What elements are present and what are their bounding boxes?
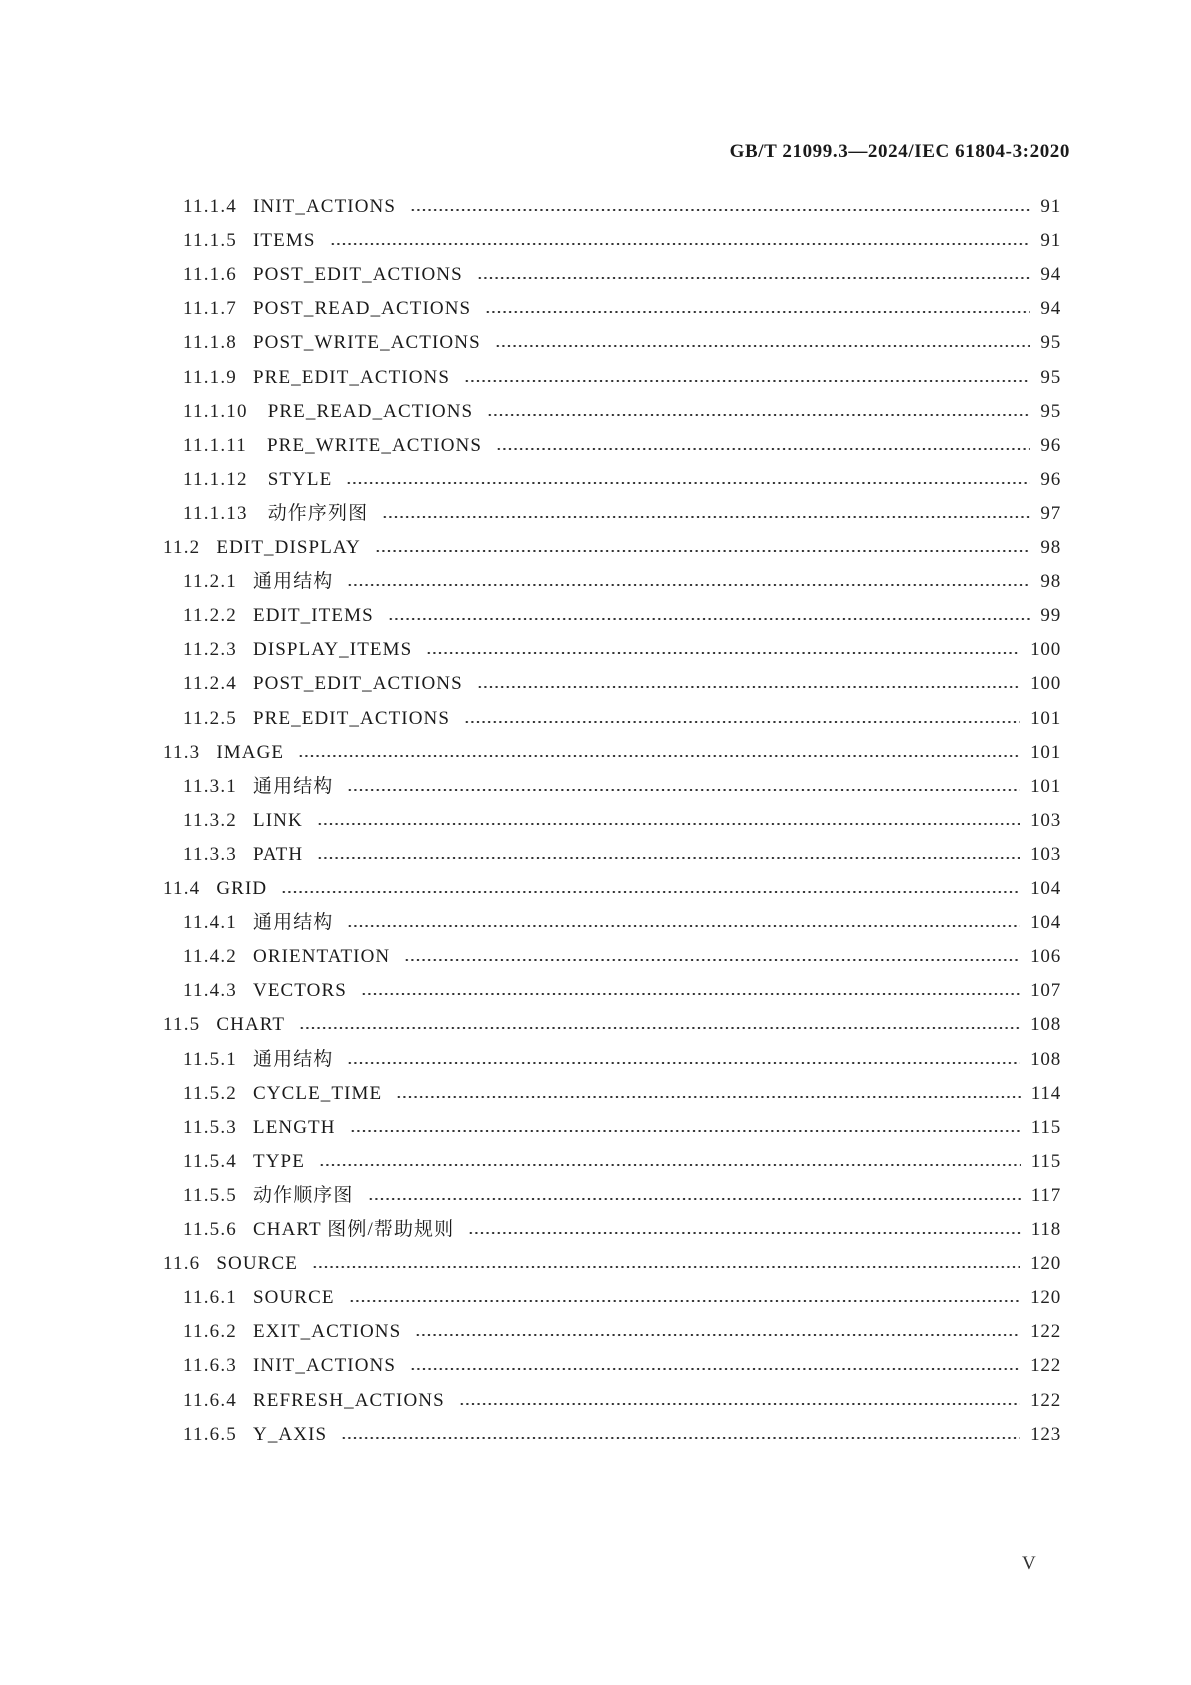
toc-entry[interactable] [163,1250,1061,1278]
toc-entry[interactable] [163,875,1061,903]
toc-page-number: 98 [1040,571,1061,593]
toc-dot-leader [426,652,1020,654]
toc-page-number: 107 [1030,980,1061,1002]
toc-entry-heading [183,943,390,971]
toc-page-number: 115 [1030,1116,1061,1138]
toc-page-number: 97 [1040,502,1061,524]
toc-page-number: 123 [1030,1423,1061,1445]
toc-section-number: 11.3.1 [183,775,237,797]
toc-section-number: 11.6.3 [183,1355,237,1377]
toc-entry-heading [183,670,463,698]
toc-section-number: 11.6.2 [183,1321,237,1343]
toc-page-number: 101 [1030,741,1061,763]
toc-entry-heading [183,1148,305,1176]
toc-entry[interactable] [183,364,1061,392]
toc-section-title: PRE_EDIT_ACTIONS [253,366,451,388]
toc-section-number: 11.6.4 [183,1389,237,1411]
toc-dot-leader [468,1232,1021,1234]
toc-section-number: 11.5.6 [183,1219,237,1240]
toc-entry-heading [163,739,284,767]
toc-section-number: 11.3 [163,741,201,763]
toc-section-title: 动作顺序图 [253,1184,354,1206]
toc-entry-heading [183,1114,336,1142]
toc-page-number: 118 [1030,1219,1061,1240]
toc-entry[interactable] [183,1182,1061,1210]
toc-page-number: 104 [1030,912,1061,934]
toc-dot-leader [317,857,1020,859]
toc-entry-heading [183,909,333,937]
toc-section-title: VECTORS [253,980,347,1002]
toc-page-number: 104 [1030,878,1061,899]
toc-entry-heading [183,1182,354,1210]
toc-section-title: CHART [216,1014,286,1036]
toc-page-number: 122 [1030,1389,1061,1411]
toc-page-number: 101 [1030,707,1061,729]
toc-dot-leader [298,755,1020,757]
toc-entry-heading [183,1046,333,1074]
toc-section-title: REFRESH_ACTIONS [253,1389,445,1411]
toc-page-number: 94 [1040,264,1061,286]
toc-section-number: 11.5.4 [183,1150,237,1172]
toc-section-number: 11.6.5 [183,1423,237,1445]
toc-section-number: 11.4.3 [183,980,237,1002]
toc-dot-leader [347,584,1030,586]
toc-dot-leader [349,1300,1021,1302]
toc-section-title: 通用结构 [253,1048,334,1070]
toc-entry[interactable] [183,943,1061,971]
toc-entry-heading [183,977,347,1005]
toc-entry[interactable] [183,1216,1061,1244]
toc-section-title: LINK [253,809,303,831]
toc-dot-leader [330,243,1031,245]
toc-entry-heading [183,364,450,392]
toc-dot-leader [464,380,1030,382]
toc-entry-heading [163,1250,298,1278]
toc-entry[interactable] [183,466,1061,494]
toc-entry[interactable] [183,1148,1061,1176]
toc-section-title: INIT_ACTIONS [253,1355,397,1377]
toc-entry-heading [183,1318,401,1346]
toc-section-number: 11.1.12 [183,468,248,490]
toc-entry[interactable] [183,432,1061,460]
toc-entry-heading [183,705,450,733]
toc-page-number: 100 [1030,639,1061,661]
toc-entry[interactable] [163,739,1061,767]
toc-dot-leader [496,448,1030,450]
toc-dot-leader [317,823,1020,825]
toc-section-number: 11.2.2 [183,605,237,627]
toc-page-number: 122 [1030,1355,1061,1377]
toc-entry-heading [163,1011,285,1039]
toc-section-title: POST_EDIT_ACTIONS [253,264,463,286]
toc-section-title: Y_AXIS [253,1423,328,1445]
toc-entry[interactable] [183,670,1061,698]
toc-dot-leader [477,686,1020,688]
toc-page-number: 91 [1040,230,1061,252]
toc-entry[interactable] [163,534,1061,562]
toc-entry[interactable] [183,1318,1061,1346]
toc-section-number: 11.2 [163,537,201,558]
toc-entry[interactable] [183,909,1061,937]
toc-entry-heading [183,398,473,426]
toc-section-title: SOURCE [253,1287,335,1309]
page-number: V [1022,1553,1037,1574]
toc-dot-leader [281,891,1020,893]
toc-section-number: 11.5.3 [183,1116,237,1138]
toc-section-number: 11.2.5 [183,707,237,729]
toc-dot-leader [299,1027,1020,1029]
toc-entry-heading [183,261,463,289]
toc-entry[interactable] [183,705,1061,733]
toc-entry-heading [183,193,396,221]
toc-entry[interactable] [183,602,1061,630]
toc-dot-leader [388,618,1031,620]
toc-section-title: IMAGE [216,741,285,763]
toc-page-number: 95 [1040,332,1061,354]
toc-page-number: 103 [1030,809,1061,831]
toc-section-number: 11.1.8 [183,332,237,354]
toc-dot-leader [341,1437,1020,1439]
toc-dot-leader [464,721,1020,723]
toc-entry[interactable] [183,1421,1061,1449]
toc-section-number: 11.4 [163,878,201,899]
toc-section-title: 通用结构 [253,571,334,593]
toc-section-title: 通用结构 [253,912,334,934]
toc-entry-heading [183,1080,382,1108]
toc-page-number: 120 [1030,1287,1061,1309]
toc-entry-heading [183,602,374,630]
toc-entry[interactable] [183,500,1061,528]
toc-page-number: 122 [1030,1321,1061,1343]
toc-section-number: 11.3.3 [183,843,237,865]
toc-entry[interactable] [183,1080,1061,1108]
toc-page-number: 91 [1040,196,1061,217]
toc-entry-heading [183,1421,327,1449]
toc-entry[interactable] [183,329,1061,357]
toc-entry-heading [183,1216,454,1244]
toc-dot-leader [375,550,1031,552]
toc-page-number: 95 [1040,400,1061,422]
toc-section-number: 11.1.10 [183,400,248,422]
toc-entry-heading [183,1352,396,1380]
toc-entry-heading [163,534,361,562]
toc-section-number: 11.4.1 [183,912,237,934]
toc-dot-leader [477,277,1031,279]
toc-page-number: 114 [1030,1082,1061,1104]
toc-page-number: 96 [1040,434,1061,456]
toc-dot-leader [312,1266,1020,1268]
toc-section-number: 11.1.5 [183,230,237,252]
toc-page-number: 103 [1030,843,1061,865]
toc-dot-leader [410,209,1030,211]
toc-section-title: PRE_READ_ACTIONS [267,400,474,422]
toc-section-title: STYLE [267,468,333,490]
toc-section-title: CHART 图例/帮助规则 [253,1219,455,1240]
toc-entry-heading [183,500,368,528]
toc-section-title: TYPE [253,1150,305,1172]
toc-section-number: 11.5 [163,1014,201,1036]
toc-entry[interactable] [183,568,1061,596]
document-code-header: GB/T 21099.3—2024/IEC 61804-3:2020 [729,141,1070,162]
toc-entry[interactable] [183,1387,1061,1415]
toc-section-number: 11.6 [163,1253,201,1275]
toc-page-number: 95 [1040,366,1061,388]
toc-section-title: ORIENTATION [253,946,391,968]
toc-entry-heading [183,466,332,494]
toc-entry[interactable] [163,1011,1061,1039]
toc-section-number: 11.1.9 [183,366,237,388]
toc-page-number: 117 [1030,1184,1061,1206]
toc-section-title: POST_READ_ACTIONS [253,298,472,320]
toc-section-number: 11.1.11 [183,434,247,456]
toc-page-number: 108 [1030,1014,1061,1036]
toc-entry[interactable] [183,636,1061,664]
toc-section-title: PRE_WRITE_ACTIONS [267,434,483,456]
toc-section-number: 11.5.5 [183,1184,237,1206]
toc-entry[interactable] [183,841,1061,869]
toc-section-number: 11.2.3 [183,639,237,661]
toc-section-number: 11.1.6 [183,264,237,286]
toc-entry-heading [183,295,471,323]
toc-entry[interactable] [183,227,1061,255]
toc-section-number: 11.6.1 [183,1287,237,1309]
toc-page-number: 108 [1030,1048,1061,1070]
toc-entry[interactable] [183,807,1061,835]
toc-dot-leader [410,1368,1020,1370]
toc-page-number: 115 [1030,1150,1061,1172]
toc-entry[interactable] [183,295,1061,323]
toc-section-number: 11.1.7 [183,298,237,320]
toc-section-title: 通用结构 [253,775,334,797]
toc-entry[interactable] [183,193,1061,221]
toc-entry[interactable] [183,1352,1061,1380]
toc-dot-leader [347,789,1020,791]
toc-section-title: POST_WRITE_ACTIONS [253,332,481,354]
toc-dot-leader [347,925,1020,927]
toc-page-number: 98 [1040,537,1061,558]
toc-entry[interactable] [183,773,1061,801]
toc-section-number: 11.5.2 [183,1082,237,1104]
toc-section-title: DISPLAY_ITEMS [253,639,413,661]
toc-section-title: POST_EDIT_ACTIONS [253,673,463,695]
toc-page-number: 94 [1040,298,1061,320]
toc-section-title: EDIT_DISPLAY [216,537,361,558]
toc-dot-leader [396,1096,1021,1098]
toc-entry[interactable] [183,1046,1061,1074]
toc-entry-heading [183,841,303,869]
toc-page-number: 99 [1040,605,1061,627]
toc-section-title: ITEMS [253,230,316,252]
toc-section-title: INIT_ACTIONS [253,196,397,217]
toc-dot-leader [346,482,1030,484]
toc-section-title: 动作序列图 [267,502,369,524]
toc-page-number: 120 [1030,1253,1061,1275]
toc-entry-heading [183,636,412,664]
toc-page-number: 106 [1030,946,1061,968]
toc-entry[interactable] [183,1284,1061,1312]
toc-dot-leader [459,1403,1020,1405]
toc-section-title: LENGTH [253,1116,336,1138]
toc-section-title: PATH [253,843,304,865]
toc-entry[interactable] [183,261,1061,289]
toc-section-number: 11.4.2 [183,946,237,968]
toc-entry-heading [183,227,316,255]
toc-section-number: 11.1.4 [183,196,237,217]
toc-section-title: CYCLE_TIME [253,1082,383,1104]
toc-entry-heading [183,807,303,835]
toc-dot-leader [350,1130,1021,1132]
toc-dot-leader [368,1198,1021,1200]
toc-dot-leader [382,516,1030,518]
toc-entry-heading [183,432,482,460]
toc-section-number: 11.3.2 [183,809,237,831]
toc-entry[interactable] [183,398,1061,426]
toc-dot-leader [487,414,1030,416]
toc-entry-heading [183,1387,445,1415]
toc-section-number: 11.2.4 [183,673,237,695]
toc-entry-heading [163,875,267,903]
toc-page-number: 100 [1030,673,1061,695]
toc-section-title: SOURCE [216,1253,298,1275]
toc-section-title: PRE_EDIT_ACTIONS [253,707,451,729]
toc-page-number: 101 [1030,775,1061,797]
toc-dot-leader [404,959,1020,961]
toc-section-number: 11.1.13 [183,502,248,524]
toc-dot-leader [495,345,1031,347]
toc-dot-leader [485,311,1030,313]
toc-page-number: 96 [1040,468,1061,490]
toc-entry-heading [183,773,333,801]
toc-dot-leader [415,1334,1020,1336]
toc-entry-heading [183,329,481,357]
toc-dot-leader [319,1164,1021,1166]
toc-entry-heading [183,568,333,596]
toc-entry-heading [183,1284,335,1312]
toc-dot-leader [361,993,1020,995]
toc-section-number: 11.5.1 [183,1048,237,1070]
toc-entry[interactable] [183,977,1061,1005]
toc-section-title: EXIT_ACTIONS [253,1321,402,1343]
toc-section-title: EDIT_ITEMS [253,605,374,627]
toc-section-number: 11.2.1 [183,571,237,593]
toc-entry[interactable] [183,1114,1061,1142]
toc-section-title: GRID [216,878,268,899]
toc-dot-leader [347,1062,1020,1064]
